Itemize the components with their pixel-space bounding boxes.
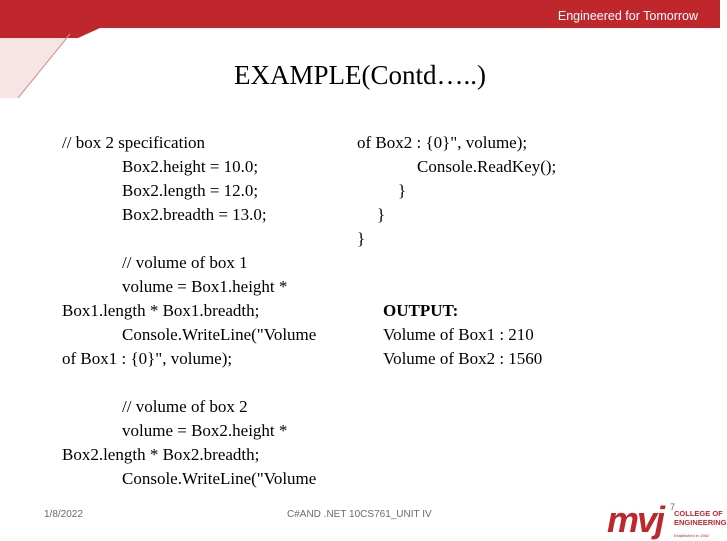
code-line: } [357,229,366,248]
code-line: of Box2 : {0}", volume); [357,133,528,152]
slide-title: EXAMPLE(Contd…..) [234,60,486,90]
code-left-column [62,131,316,491]
footer-date: 1/8/2022 [44,509,83,520]
code-line: Box2.height = 10.0; [122,157,259,176]
code-line: volume = Box2.height * [122,421,288,440]
header-tagline: Engineered for Tomorrow [557,9,698,23]
footer-page-number: 7 [670,502,676,512]
output-line: Volume of Box1 : 210 [383,325,534,344]
code-line: Console.WriteLine("Volume [122,469,317,488]
code-line: Box2.breadth = 13.0; [122,205,267,224]
output-block [383,299,542,371]
logo-line1: COLLEGE OF [674,509,723,518]
code-line: Box2.length * Box2.breadth; [62,445,260,464]
code-line: Console.WriteLine("Volume [122,325,317,344]
code-line: // box 2 specification [62,133,206,152]
code-line: volume = Box1.height * [122,277,288,296]
code-line-blank [62,227,316,251]
college-logo [607,499,727,540]
footer-course: C#AND .NET 10CS761_UNIT IV [287,509,432,520]
logo-wordmark: mvj [607,499,664,540]
code-line: Box1.length * Box1.breadth; [62,301,260,320]
code-line: Console.ReadKey(); [417,157,557,176]
logo-established: Established in 1982 [674,533,709,538]
code-line: } [398,181,407,200]
logo-line2: ENGINEERING [674,518,727,527]
code-line: // volume of box 2 [122,397,248,416]
output-line: Volume of Box2 : 1560 [383,349,543,368]
output-heading: OUTPUT: [383,301,459,320]
code-line: // volume of box 1 [122,253,248,272]
code-line: of Box1 : {0}", volume); [62,349,233,368]
code-line: } [377,205,386,224]
code-right-column [357,131,556,251]
code-line-blank [62,371,316,395]
code-line: Box2.length = 12.0; [122,181,259,200]
